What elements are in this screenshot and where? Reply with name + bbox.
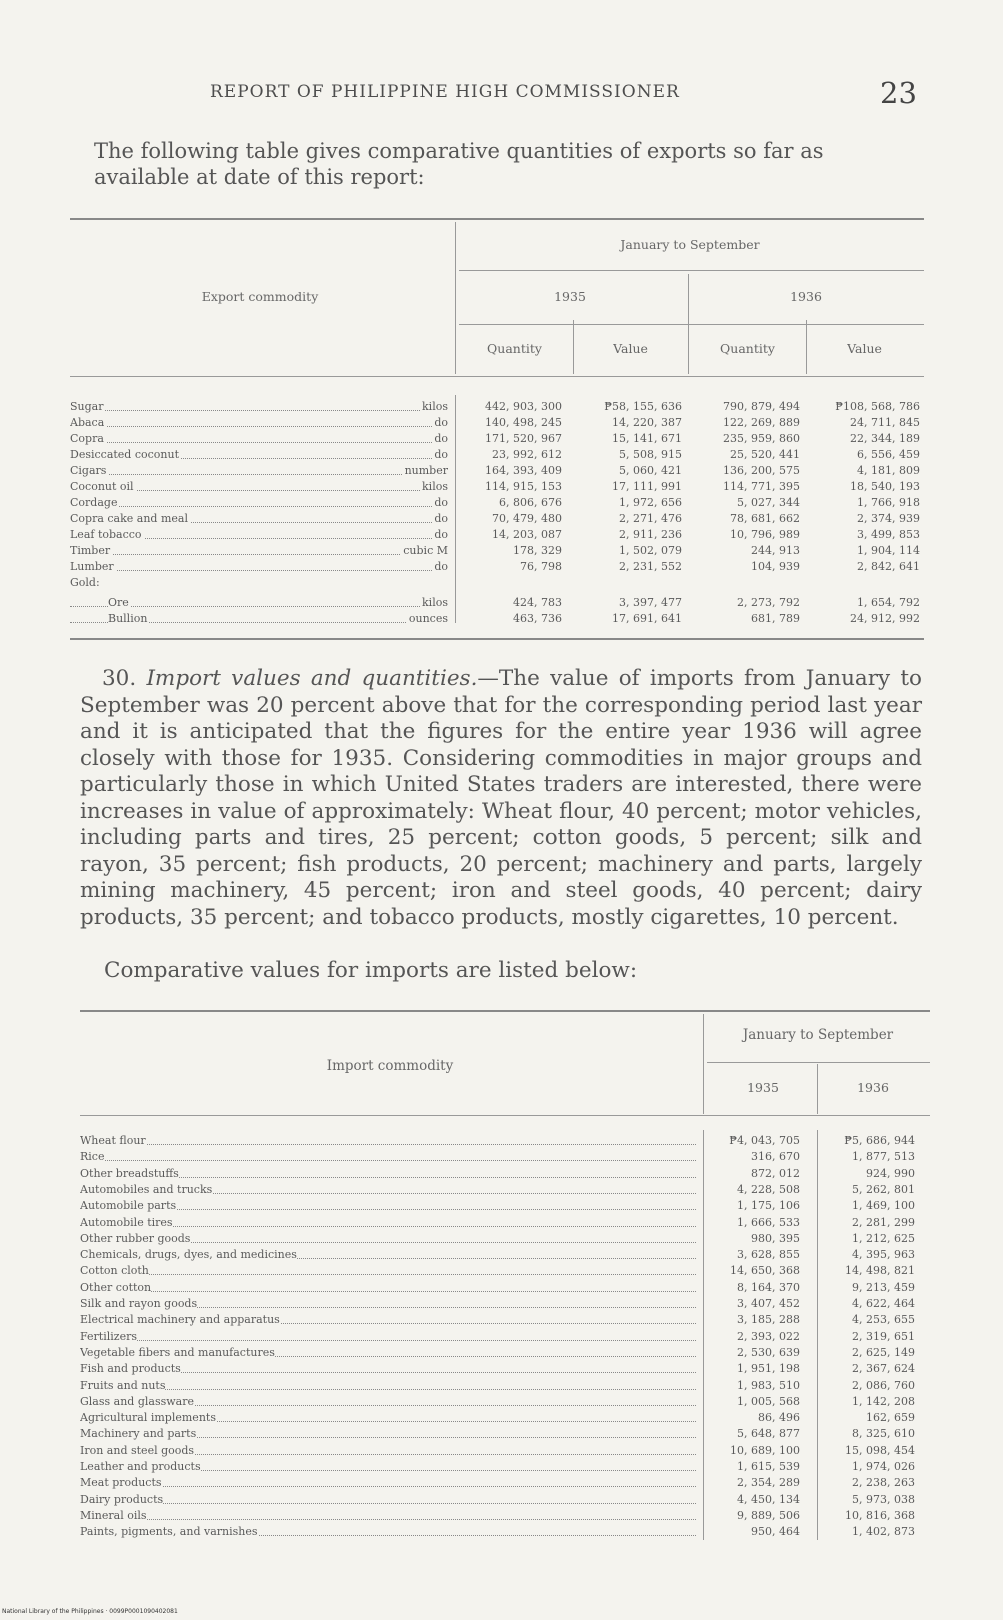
- commodity-cell: [70, 495, 448, 511]
- quantity-header-1936: Quantity: [720, 341, 775, 356]
- value-1935-cell: 15, 141, 671: [612, 432, 682, 445]
- value-1936-cell: 2, 625, 149: [852, 1345, 915, 1359]
- value-1936-cell: 2, 086, 760: [852, 1378, 915, 1392]
- quantity-1936-cell: 10, 796, 989: [730, 528, 800, 541]
- commodity-name: Desiccated coconut: [70, 448, 179, 461]
- commodity-name: Cotton cloth: [80, 1264, 149, 1278]
- section-followup: Comparative values for imports are listed below:: [104, 958, 638, 983]
- value-1936-cell: 162, 659: [866, 1411, 915, 1425]
- value-1936-cell: 2, 319, 651: [852, 1329, 915, 1343]
- quantity-1935-cell: 70, 479, 480: [492, 512, 562, 525]
- commodity-cell: [80, 1361, 696, 1377]
- value-1935-cell: 4, 450, 134: [737, 1492, 800, 1506]
- value-1935-cell: 1, 005, 568: [737, 1394, 800, 1408]
- value-1935-cell: 872, 012: [751, 1166, 800, 1180]
- table-row: [80, 1378, 930, 1394]
- value-1936-cell: 4, 253, 655: [852, 1313, 915, 1327]
- value-1936-cell: 24, 912, 992: [850, 612, 920, 625]
- commodity-name: Vegetable fibers and manufactures: [80, 1345, 275, 1359]
- value-1936-cell: 2, 842, 641: [857, 560, 920, 573]
- commodity-name: Other cotton: [80, 1280, 152, 1294]
- period-header: January to September: [742, 1027, 894, 1043]
- table-row: [80, 1345, 930, 1361]
- section-number: 30.: [102, 666, 137, 691]
- value-1936-cell: 2, 281, 299: [852, 1215, 915, 1229]
- value-1935-cell: 3, 397, 477: [619, 596, 682, 609]
- value-1935-cell: 2, 530, 639: [737, 1345, 800, 1359]
- value-1935-cell: 17, 111, 991: [612, 480, 682, 493]
- commodity-name: Ore: [108, 596, 129, 609]
- unit: do: [434, 416, 448, 429]
- commodity-cell: [80, 1182, 696, 1198]
- commodity-cell: [80, 1492, 696, 1508]
- table-bottom-rule: [70, 638, 924, 640]
- table-row: [80, 1133, 930, 1149]
- commodity-cell: [70, 611, 448, 627]
- unit: kilos: [422, 596, 448, 609]
- table-row: [80, 1312, 930, 1328]
- table-top-rule: [70, 218, 924, 220]
- table-row: [70, 463, 924, 479]
- table-row: [80, 1182, 930, 1198]
- value-1936-cell: 24, 711, 845: [850, 416, 920, 429]
- quantity-1935-cell: 442, 903, 300: [485, 400, 562, 413]
- quantity-1935-cell: 140, 498, 245: [485, 416, 562, 429]
- unit: number: [404, 464, 448, 477]
- quantity-1936-cell: 5, 027, 344: [737, 496, 800, 509]
- value-1936-cell: 10, 816, 368: [845, 1508, 915, 1522]
- commodity-cell: [80, 1280, 696, 1296]
- value-1935-cell: 3, 185, 288: [737, 1313, 800, 1327]
- commodity-name: Fish and products: [80, 1362, 181, 1376]
- table-row: [70, 595, 924, 611]
- commodity-name: Glass and glassware: [80, 1394, 194, 1408]
- commodity-cell: [80, 1508, 696, 1524]
- table-row: [70, 399, 924, 415]
- table-row: [70, 495, 924, 511]
- value-1936-cell: 22, 344, 189: [850, 432, 920, 445]
- value-1935-cell: 14, 220, 387: [612, 416, 682, 429]
- value-1935-cell: 10, 689, 100: [730, 1443, 800, 1457]
- quantity-1936-cell: 114, 771, 395: [723, 480, 800, 493]
- value-1936-cell: 1, 766, 918: [857, 496, 920, 509]
- commodity-name: Lumber: [70, 560, 114, 573]
- value-1936-cell: 4, 181, 809: [857, 464, 920, 477]
- unit: do: [434, 432, 448, 445]
- commodity-cell: [80, 1149, 696, 1165]
- commodity-cell: [80, 1312, 696, 1328]
- table-row: [80, 1247, 930, 1263]
- unit: cubic M: [403, 544, 448, 557]
- quantity-1935-cell: 6, 806, 676: [499, 496, 562, 509]
- table-row: [80, 1492, 930, 1508]
- value-1935-cell: 1, 175, 106: [737, 1199, 800, 1213]
- table-row: [80, 1198, 930, 1214]
- commodity-cell: [70, 511, 448, 527]
- table-row: [80, 1296, 930, 1312]
- value-1935-cell: 3, 628, 855: [737, 1248, 800, 1262]
- value-1935-cell: 17, 691, 641: [612, 612, 682, 625]
- table-row: [70, 415, 924, 431]
- table-row: [80, 1410, 930, 1426]
- table-divider: [806, 320, 807, 374]
- value-1935-cell: 14, 650, 368: [730, 1264, 800, 1278]
- value-1935-cell: 1, 983, 510: [737, 1378, 800, 1392]
- commodity-cell: [70, 447, 448, 463]
- value-1935-cell: 3, 407, 452: [737, 1297, 800, 1310]
- commodity-cell: [70, 431, 448, 447]
- table-row: [80, 1263, 930, 1279]
- value-1935-cell: ₱4, 043, 705: [729, 1134, 800, 1147]
- commodity-cell: [70, 527, 448, 543]
- value-1935-cell: 2, 354, 289: [737, 1476, 800, 1490]
- quantity-1935-cell: 14, 203, 087: [492, 528, 562, 541]
- table-row: [80, 1215, 930, 1231]
- commodity-cell: [80, 1524, 696, 1540]
- table-row: [80, 1166, 930, 1182]
- value-1936-cell: 1, 904, 114: [857, 544, 920, 557]
- commodity-name: Mineral oils: [80, 1508, 147, 1522]
- table-row: [80, 1508, 930, 1524]
- value-1936-cell: 2, 374, 939: [857, 512, 920, 525]
- unit: do: [434, 512, 448, 525]
- value-1936-cell: 4, 395, 963: [852, 1248, 915, 1262]
- commodity-cell: [80, 1247, 696, 1263]
- commodity-name: Automobiles and trucks: [80, 1182, 213, 1196]
- table-rule: [459, 270, 924, 271]
- commodity-name: Electrical machinery and apparatus: [80, 1313, 280, 1327]
- commodity-cell: [80, 1426, 696, 1442]
- value-1936-cell: 8, 325, 610: [852, 1427, 915, 1441]
- commodity-name: Paints, pigments, and varnishes: [80, 1525, 258, 1539]
- import-stub-header: Import commodity: [326, 1058, 454, 1074]
- unit: do: [434, 448, 448, 461]
- commodity-cell: [80, 1263, 696, 1279]
- commodity-cell: [70, 399, 448, 415]
- quantity-1936-cell: 244, 913: [751, 544, 800, 557]
- quantity-1936-cell: 78, 681, 662: [730, 512, 800, 525]
- commodity-cell: [80, 1394, 696, 1410]
- commodity-name: Other rubber goods: [80, 1231, 191, 1245]
- table-divider: [455, 222, 456, 374]
- value-1936-cell: 6, 556, 459: [857, 448, 920, 461]
- commodity-name: Sugar: [70, 400, 104, 413]
- commodity-name: Gold:: [70, 576, 100, 589]
- value-1935-cell: 1, 502, 079: [619, 544, 682, 557]
- commodity-name: Iron and steel goods: [80, 1443, 195, 1457]
- value-1936-cell: ₱108, 568, 786: [835, 400, 920, 413]
- value-1935-cell: 1, 615, 539: [737, 1460, 800, 1473]
- commodity-name: Automobile parts: [80, 1199, 177, 1213]
- commodity-cell: [80, 1475, 696, 1491]
- page-number: 23: [880, 76, 917, 110]
- commodity-cell: [70, 463, 448, 479]
- commodity-cell: [80, 1410, 696, 1426]
- table-header-bottom-rule: [70, 376, 924, 377]
- section-paragraph: [80, 666, 922, 931]
- value-1935-cell: 2, 393, 022: [737, 1329, 800, 1343]
- commodity-cell: [80, 1166, 696, 1182]
- commodity-name: Copra: [70, 432, 104, 445]
- value-1935-cell: 5, 648, 877: [737, 1427, 800, 1441]
- commodity-cell: [80, 1215, 696, 1231]
- value-1936-cell: 924, 990: [866, 1166, 915, 1180]
- unit: do: [434, 560, 448, 573]
- commodity-name: Silk and rayon goods: [80, 1297, 198, 1310]
- unit: ounces: [408, 612, 448, 625]
- commodity-name: Agricultural implements: [80, 1411, 216, 1425]
- table-divider: [455, 395, 456, 623]
- commodity-name: Other breadstuffs: [80, 1166, 179, 1180]
- table-row: [70, 431, 924, 447]
- commodity-cell: [80, 1378, 696, 1394]
- value-1936-cell: 1, 142, 208: [852, 1394, 915, 1408]
- commodity-cell: [80, 1198, 696, 1214]
- table-divider: [703, 1130, 704, 1540]
- quantity-1936-cell: 790, 879, 494: [723, 400, 800, 413]
- commodity-cell: [70, 595, 448, 611]
- commodity-name: Leather and products: [80, 1460, 201, 1473]
- commodity-name: Leaf tobacco: [70, 528, 142, 541]
- commodity-name: Timber: [70, 544, 111, 557]
- commodity-name: Dairy products: [80, 1492, 164, 1506]
- quantity-1936-cell: 136, 200, 575: [723, 464, 800, 477]
- commodity-cell: [70, 479, 448, 495]
- value-1936-cell: 1, 469, 100: [852, 1199, 915, 1213]
- commodity-name: Cigars: [70, 464, 107, 477]
- footer-note: National Library of the Philippines · 0099P0001090402081: [2, 1608, 178, 1615]
- commodity-name: Rice: [80, 1150, 105, 1164]
- commodity-name: Bullion: [108, 612, 148, 625]
- value-1935-cell: 2, 271, 476: [619, 512, 682, 525]
- commodity-cell: [70, 575, 448, 591]
- commodity-name: Coconut oil: [70, 480, 134, 493]
- table-row: [80, 1475, 930, 1491]
- value-1935-cell: ₱58, 155, 636: [604, 400, 682, 413]
- unit: kilos: [422, 400, 448, 413]
- value-1935-cell: 1, 951, 198: [737, 1362, 800, 1376]
- value-1935-cell: 2, 231, 552: [619, 560, 682, 573]
- commodity-name: Abaca: [70, 416, 105, 429]
- value-1936-cell: 5, 973, 038: [852, 1492, 915, 1506]
- table-row: [70, 447, 924, 463]
- table-row: [80, 1524, 930, 1540]
- commodity-cell: [70, 415, 448, 431]
- quantity-1935-cell: 23, 992, 612: [492, 448, 562, 461]
- value-1935-cell: 950, 464: [751, 1525, 800, 1539]
- table-row: [80, 1280, 930, 1296]
- table-row: [80, 1361, 930, 1377]
- value-1935-cell: 9, 889, 506: [737, 1508, 800, 1522]
- unit: do: [434, 528, 448, 541]
- commodity-cell: [80, 1133, 696, 1149]
- table-row: [70, 527, 924, 543]
- commodity-name: Automobile tires: [80, 1215, 173, 1229]
- value-1935-cell: 5, 060, 421: [619, 464, 682, 477]
- table-rule: [707, 1062, 930, 1063]
- table-row: [70, 575, 924, 591]
- quantity-1935-cell: 178, 329: [513, 544, 562, 557]
- value-1935-cell: 1, 666, 533: [737, 1215, 800, 1229]
- value-1936-cell: 18, 540, 193: [850, 480, 920, 493]
- period-header: January to September: [620, 237, 760, 252]
- table-row: [70, 543, 924, 559]
- table-row: [80, 1426, 930, 1442]
- value-1935-cell: 316, 670: [751, 1150, 800, 1164]
- value-1936-cell: 1, 212, 625: [852, 1231, 915, 1245]
- commodity-name: Chemicals, drugs, dyes, and medicines: [80, 1248, 297, 1262]
- commodity-cell: [80, 1459, 696, 1475]
- value-1935-cell: 8, 164, 370: [737, 1280, 800, 1294]
- value-header-1936: Value: [847, 341, 882, 356]
- table-row: [80, 1231, 930, 1247]
- commodity-cell: [80, 1443, 696, 1459]
- commodity-cell: [80, 1329, 696, 1345]
- table-rule: [459, 324, 924, 325]
- commodity-name: Fruits and nuts: [80, 1378, 166, 1392]
- running-title: REPORT OF PHILIPPINE HIGH COMMISSIONER: [210, 82, 680, 102]
- commodity-cell: [70, 559, 448, 575]
- year-header-1935: 1935: [554, 289, 586, 304]
- table-row: [70, 611, 924, 627]
- quantity-1935-cell: 463, 736: [513, 612, 562, 625]
- unit: kilos: [422, 480, 448, 493]
- value-1935-cell: 980, 395: [751, 1231, 800, 1245]
- value-1936-cell: 3, 499, 853: [857, 528, 920, 541]
- value-1936-cell: 2, 238, 263: [852, 1476, 915, 1490]
- quantity-1936-cell: 104, 939: [751, 560, 800, 573]
- table-row: [70, 479, 924, 495]
- quantity-1936-cell: 2, 273, 792: [737, 596, 800, 609]
- quantity-1936-cell: 235, 959, 860: [723, 432, 800, 445]
- year-header-1936: 1936: [790, 289, 822, 304]
- quantity-1935-cell: 114, 915, 153: [485, 480, 562, 493]
- table-row: [80, 1443, 930, 1459]
- table-row: [70, 559, 924, 575]
- value-header-1935: Value: [613, 341, 648, 356]
- table-divider: [703, 1014, 704, 1114]
- table-header-bottom-rule: [80, 1115, 930, 1116]
- table-top-rule: [80, 1010, 930, 1012]
- unit: do: [434, 496, 448, 509]
- value-1936-cell: 1, 654, 792: [857, 596, 920, 609]
- commodity-name: Fertilizers: [80, 1329, 137, 1343]
- commodity-name: Machinery and parts: [80, 1427, 197, 1441]
- commodity-cell: [80, 1231, 696, 1247]
- table-divider: [817, 1130, 818, 1540]
- section-body: —The value of imports from January to September was 20 percent above that for the corresponding period last year and it is anticipated that the figures for the entire year 1936 will agree closely with those for 1935. Considering commodities in major groups and particularly those in which United States traders are interested, there were increases in value of approximately: Wheat flour, 40 percent; motor vehicles, including parts and tires, 25 percent; cotton goods, 5 percent; silk and rayon, 35 percent; fish products, 20 percent; machinery and parts, largely mining machinery, 45 percent; iron and steel goods, 40 percent; dairy products, 35 percent; and tobacco products, mostly cigarettes, 10 percent.: [80, 666, 922, 930]
- value-1936-cell: 1, 877, 513: [852, 1150, 915, 1164]
- table-row: [80, 1459, 930, 1475]
- year-header-1936: 1936: [857, 1080, 889, 1095]
- section-title: Import values and quantities.: [146, 666, 478, 691]
- table-row: [80, 1149, 930, 1165]
- table-row: [80, 1329, 930, 1345]
- value-1935-cell: 1, 972, 656: [619, 496, 682, 509]
- commodity-name: Cordage: [70, 496, 118, 509]
- value-1935-cell: 2, 911, 236: [619, 528, 682, 541]
- value-1936-cell: 9, 213, 459: [852, 1280, 915, 1294]
- value-1936-cell: 4, 622, 464: [852, 1297, 915, 1310]
- table-row: [70, 511, 924, 527]
- value-1936-cell: 1, 974, 026: [852, 1460, 915, 1473]
- quantity-1936-cell: 25, 520, 441: [730, 448, 800, 461]
- export-stub-header: Export commodity: [201, 289, 319, 304]
- value-1936-cell: 1, 402, 873: [852, 1525, 915, 1539]
- value-1935-cell: 86, 496: [758, 1411, 800, 1425]
- quantity-1935-cell: 171, 520, 967: [485, 432, 562, 445]
- commodity-name: Copra cake and meal: [70, 512, 188, 525]
- quantity-1935-cell: 76, 798: [520, 560, 562, 573]
- value-1936-cell: 5, 262, 801: [852, 1182, 915, 1196]
- quantity-header-1935: Quantity: [487, 341, 542, 356]
- commodity-cell: [80, 1345, 696, 1361]
- quantity-1935-cell: 424, 783: [513, 596, 562, 609]
- table-row: [80, 1394, 930, 1410]
- value-1936-cell: 15, 098, 454: [845, 1443, 915, 1457]
- table-divider: [573, 320, 574, 374]
- value-1935-cell: 4, 228, 508: [737, 1182, 800, 1196]
- year-header-1935: 1935: [747, 1080, 779, 1095]
- intro-paragraph: The following table gives comparative quantities of exports so far as available at date of this report:: [94, 139, 824, 189]
- commodity-name: Wheat flour: [80, 1134, 146, 1147]
- quantity-1935-cell: 164, 393, 409: [485, 464, 562, 477]
- quantity-1936-cell: 122, 269, 889: [723, 416, 800, 429]
- value-1936-cell: 2, 367, 624: [852, 1362, 915, 1376]
- value-1936-cell: 14, 498, 821: [845, 1264, 915, 1278]
- commodity-cell: [70, 543, 448, 559]
- commodity-cell: [80, 1296, 696, 1312]
- commodity-name: Meat products: [80, 1476, 162, 1490]
- table-divider: [817, 1064, 818, 1114]
- quantity-1936-cell: 681, 789: [751, 612, 800, 625]
- value-1936-cell: ₱5, 686, 944: [844, 1134, 915, 1147]
- value-1935-cell: 5, 508, 915: [619, 448, 682, 461]
